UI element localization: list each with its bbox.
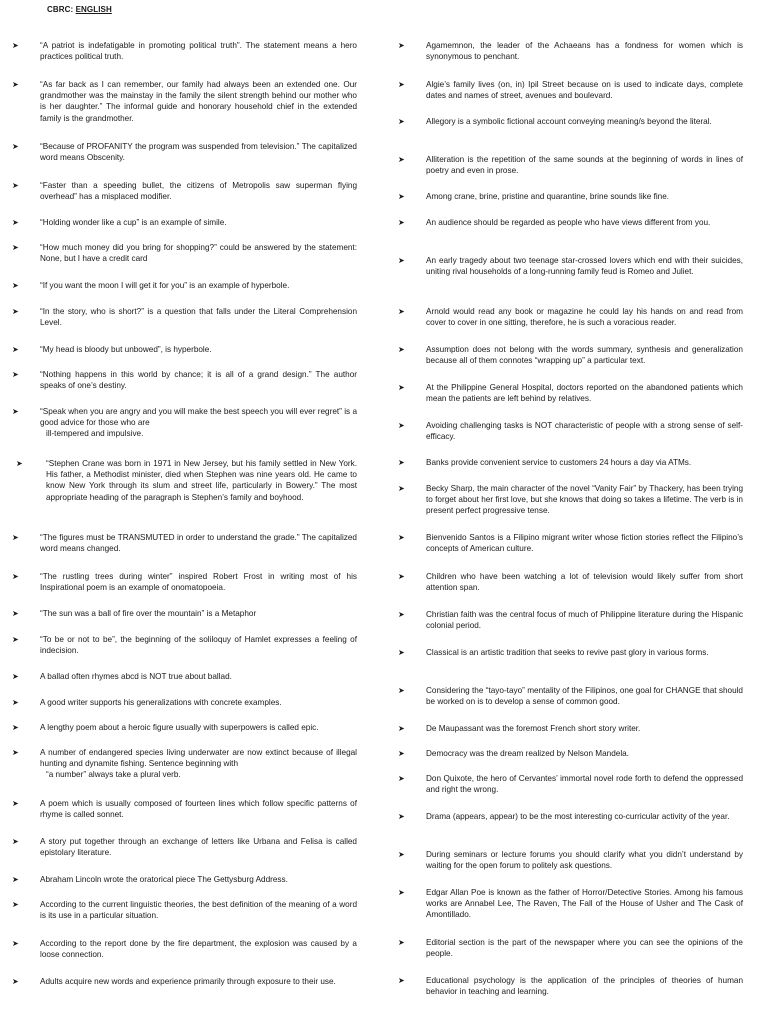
list-item (398, 647, 743, 658)
bullet-arrow-icon: ➤ (12, 635, 19, 644)
list-item (398, 849, 743, 871)
list-item (398, 191, 743, 202)
bullet-arrow-icon: ➤ (12, 142, 19, 151)
list-item (12, 571, 357, 593)
bullet-arrow-icon: ➤ (12, 243, 19, 252)
bullet-arrow-icon: ➤ (398, 155, 405, 164)
bullet-arrow-icon: ➤ (12, 281, 19, 290)
bullet-arrow-icon: ➤ (398, 345, 405, 354)
bullet-arrow-icon: ➤ (398, 724, 405, 733)
item-text: An audience should be regarded as people who have views different from you. (426, 218, 711, 227)
bullet-arrow-icon: ➤ (12, 307, 19, 316)
list-item (12, 697, 357, 708)
item-text: An early tragedy about two teenage star-crossed lovers which end with their suicides, uniting rival households of a long-running family feud is Romeo and Juliet. (426, 256, 743, 277)
list-item (12, 280, 357, 291)
list-item (398, 483, 743, 517)
list-item (12, 874, 357, 885)
item-text: Drama (appears, appear) to be the most interesting co-curricular activity of the year. (426, 812, 730, 821)
bullet-arrow-icon: ➤ (12, 875, 19, 884)
bullet-arrow-icon: ➤ (398, 256, 405, 265)
list-item (398, 40, 743, 62)
bullet-arrow-icon: ➤ (398, 888, 405, 897)
item-text: Educational psychology is the application of the principles of theories of human behavior in teaching and learning. (426, 976, 743, 997)
list-item (12, 40, 357, 62)
list-item (398, 532, 743, 554)
list-item (398, 811, 743, 822)
item-text: Alliteration is the repetition of the same sounds at the beginning of words in lines of poetry and even in prose. (426, 155, 743, 176)
bullet-arrow-icon: ➤ (12, 672, 19, 681)
list-item (398, 723, 743, 734)
bullet-arrow-icon: ➤ (398, 686, 405, 695)
list-item (398, 457, 743, 468)
item-text: “In the story, who is short?” is a question that falls under the Literal Comprehension Level. (40, 307, 357, 328)
bullet-arrow-icon: ➤ (12, 609, 19, 618)
list-item (398, 116, 743, 127)
item-text: A poem which is usually composed of fourteen lines which follow specific patterns of rhyme is called sonnet. (40, 799, 357, 820)
item-text: “Nothing happens in this world by chance; it is all of a grand design.” The author speaks of one’s destiny. (40, 370, 357, 391)
item-text: “Faster than a speeding bullet, the citizens of Metropolis saw superman flying overhead” has a misplaced modifier. (40, 181, 357, 202)
bullet-arrow-icon: ➤ (12, 533, 19, 542)
item-text: Algie’s family lives (on, in) Ipil Street because on is used to indicate days, complete dates and names of street, avenues and boulevard. (426, 80, 743, 101)
bullet-arrow-icon: ➤ (12, 218, 19, 227)
item-text: “Stephen Crane was born in 1971 in New Jersey, but his family settled in New York. His father, a Methodist minister, died when Stephen was nine years old. He came to know New York through its slum and street life, particularly in Bowery.” The most appropriate heading of the paragraph is Stephen’s family and boyhood. (46, 459, 357, 502)
list-item (398, 344, 743, 366)
bullet-arrow-icon: ➤ (12, 748, 19, 757)
item-text: Editorial section is the part of the newspaper where you can see the opinions of the people. (426, 938, 743, 959)
list-item (12, 369, 357, 391)
item-text: Banks provide convenient service to customers 24 hours a day via ATMs. (426, 458, 692, 467)
item-text: Christian faith was the central focus of much of Philippine literature during the Hispanic colonial period. (426, 610, 743, 631)
list-item (12, 899, 357, 921)
bullet-arrow-icon: ➤ (398, 610, 405, 619)
bullet-arrow-icon: ➤ (398, 850, 405, 859)
list-item (12, 976, 357, 987)
list-item (12, 671, 357, 682)
list-item (398, 887, 743, 921)
bullet-arrow-icon: ➤ (398, 938, 405, 947)
item-text: According to the current linguistic theories, the best definition of the meaning of a word is its use in a particular situation. (40, 900, 357, 921)
item-text: A good writer supports his generalizations with concrete examples. (40, 698, 282, 707)
header-prefix: CBRC: (47, 5, 74, 14)
bullet-arrow-icon: ➤ (12, 370, 19, 379)
bullet-arrow-icon: ➤ (16, 459, 23, 468)
list-item (12, 79, 357, 124)
item-text: A story put together through an exchange of letters like Urbana and Felisa is called epistolary literature. (40, 837, 357, 858)
list-item (12, 634, 357, 656)
item-text: “How much money did you bring for shopping?” could be answered by the statement: None, but I have a credit card (40, 243, 357, 264)
document-header (47, 5, 112, 14)
bullet-arrow-icon: ➤ (12, 837, 19, 846)
bullet-arrow-icon: ➤ (12, 977, 19, 986)
item-text: During seminars or lecture forums you should clarify what you didn’t understand by waiting for the open forum to politely ask questions. (426, 850, 743, 871)
bullet-arrow-icon: ➤ (398, 812, 405, 821)
item-text: Children who have been watching a lot of television would likely suffer from short attention span. (426, 572, 743, 593)
bullet-arrow-icon: ➤ (12, 723, 19, 732)
bullet-arrow-icon: ➤ (398, 192, 405, 201)
item-subtext: ill-tempered and impulsive. (46, 429, 144, 439)
bullet-arrow-icon: ➤ (12, 900, 19, 909)
list-item (398, 685, 743, 707)
list-item (12, 722, 357, 733)
bullet-arrow-icon: ➤ (398, 749, 405, 758)
item-text: Assumption does not belong with the words summary, synthesis and generalization because all of them connotes “wrapping up” a particular text. (426, 345, 743, 366)
item-text: A ballad often rhymes abcd is NOT true about ballad. (40, 672, 232, 681)
bullet-arrow-icon: ➤ (398, 421, 405, 430)
list-item (398, 306, 743, 328)
list-item (398, 571, 743, 593)
bullet-arrow-icon: ➤ (398, 533, 405, 542)
item-text: De Maupassant was the foremost French short story writer. (426, 724, 641, 733)
item-text: A lengthy poem about a heroic figure usually with superpowers is called epic. (40, 723, 319, 732)
item-text: “Speak when you are angry and you will make the best speech you will ever regret” is a good advice for those who are (40, 407, 357, 428)
item-text: Agamemnon, the leader of the Achaeans has a fondness for women which is synonymous to penchant. (426, 41, 743, 62)
list-item (12, 938, 357, 960)
list-item (12, 306, 357, 328)
bullet-arrow-icon: ➤ (398, 774, 405, 783)
list-item (12, 532, 357, 554)
item-text: According to the report done by the fire department, the explosion was caused by a loose connection. (40, 939, 357, 960)
bullet-arrow-icon: ➤ (12, 41, 19, 50)
bullet-arrow-icon: ➤ (12, 799, 19, 808)
list-item (12, 344, 357, 355)
bullet-arrow-icon: ➤ (12, 407, 19, 416)
item-subtext: “a number” always take a plural verb. (46, 770, 181, 780)
list-item (398, 748, 743, 759)
list-item (12, 836, 357, 858)
list-item (398, 217, 743, 228)
item-text: Arnold would read any book or magazine he could lay his hands on and read from cover to cover in one sitting, therefore, he is such a voracious reader. (426, 307, 743, 328)
list-item (12, 798, 357, 820)
bullet-arrow-icon: ➤ (398, 484, 405, 493)
bullet-arrow-icon: ➤ (398, 648, 405, 657)
bullet-arrow-icon: ➤ (12, 698, 19, 707)
bullet-arrow-icon: ➤ (398, 976, 405, 985)
bullet-arrow-icon: ➤ (12, 572, 19, 581)
bullet-arrow-icon: ➤ (12, 80, 19, 89)
list-item (398, 420, 743, 442)
list-item (398, 382, 743, 404)
item-text: At the Philippine General Hospital, doctors reported on the abandoned patients which mean the patients are left behind by relatives. (426, 383, 743, 404)
list-item (398, 937, 743, 959)
list-item (398, 773, 743, 795)
list-item (12, 747, 357, 781)
list-item (398, 79, 743, 101)
bullet-arrow-icon: ➤ (398, 117, 405, 126)
item-text: Avoiding challenging tasks is NOT characteristic of people with a strong sense of self-efficacy. (426, 421, 743, 442)
bullet-arrow-icon: ➤ (12, 181, 19, 190)
item-text: “The rustling trees during winter” inspired Robert Frost in writing most of his Inspirational poem is an example of onomatopoeia. (40, 572, 357, 593)
list-item (12, 406, 357, 440)
list-item (12, 217, 357, 228)
item-text: “The sun was a ball of fire over the mountain” is a Metaphor (40, 609, 257, 618)
item-text: Bienvenido Santos is a Filipino migrant writer whose fiction stories reflect the Filipino’s concepts of American culture. (426, 533, 743, 554)
list-item (398, 255, 743, 277)
item-text: “Because of PROFANITY the program was suspended from television.” The capitalized word means Obscenity. (40, 142, 357, 163)
header-subject: ENGLISH (75, 5, 112, 14)
item-text: Classical is an artistic tradition that seeks to revive past glory in various forms. (426, 648, 709, 657)
list-item (12, 180, 357, 202)
item-text: Becky Sharp, the main character of the novel “Vanity Fair” by Thackery, has been trying to forget about her first love, but she knows that doing so takes a lifetime. The verb is in present perfect progressive tense. (426, 484, 743, 516)
list-item (398, 975, 743, 997)
list-item (398, 154, 743, 176)
item-text: Adults acquire new words and experience primarily through exposure to their use. (40, 977, 336, 986)
item-text: Abraham Lincoln wrote the oratorical piece The Gettysburg Address. (40, 875, 288, 884)
item-text: A number of endangered species living underwater are now extinct because of illegal hunting and dynamite fishing. Sentence beginning with (40, 748, 357, 769)
list-item (12, 458, 357, 503)
item-text: “To be or not to be”, the beginning of the soliloquy of Hamlet expresses a feeling of indecision. (40, 635, 357, 656)
item-text: Don Quixote, the hero of Cervantes’ immortal novel rode forth to defend the oppressed and right the wrong. (426, 774, 743, 795)
item-text: Democracy was the dream realized by Nelson Mandela. (426, 749, 629, 758)
item-text: Allegory is a symbolic fictional account conveying meaning/s beyond the literal. (426, 117, 712, 126)
bullet-arrow-icon: ➤ (398, 307, 405, 316)
item-text: Among crane, brine, pristine and quarantine, brine sounds like fine. (426, 192, 670, 201)
list-item (12, 242, 357, 264)
item-text: Edgar Allan Poe is known as the father of Horror/Detective Stories. Among his famous works are Annabel Lee, The Raven, The Fall of the House of Usher and The Cask of Amontillado. (426, 888, 743, 920)
bullet-arrow-icon: ➤ (398, 41, 405, 50)
bullet-arrow-icon: ➤ (398, 80, 405, 89)
bullet-arrow-icon: ➤ (12, 345, 19, 354)
list-item (12, 608, 357, 619)
item-text: Considering the “tayo-tayo” mentality of the Filipinos, one goal for CHANGE that should be worked on is to develop a sense of common good. (426, 686, 743, 707)
item-text: “My head is bloody but unbowed”, is hyperbole. (40, 345, 212, 354)
item-text: “A patriot is indefatigable in promoting political truth”. The statement means a hero practices political truth. (40, 41, 357, 62)
item-text: “The figures must be TRANSMUTED in order to understand the grade.” The capitalized word means changed. (40, 533, 357, 554)
item-text: “If you want the moon I will get it for you” is an example of hyperbole. (40, 281, 290, 290)
bullet-arrow-icon: ➤ (398, 572, 405, 581)
bullet-arrow-icon: ➤ (398, 458, 405, 467)
list-item (398, 609, 743, 631)
item-text: “Holding wonder like a cup” is an example of simile. (40, 218, 227, 227)
bullet-arrow-icon: ➤ (398, 218, 405, 227)
list-item (12, 141, 357, 163)
bullet-arrow-icon: ➤ (12, 939, 19, 948)
bullet-arrow-icon: ➤ (398, 383, 405, 392)
item-text: “As far back as I can remember, our family had always been an extended one. Our grandmother was the mainstay in the family the silent strength behind our mother who is her daughter.” The informal guide and honorary household chief in the extended family is the grandmother. (40, 80, 357, 123)
